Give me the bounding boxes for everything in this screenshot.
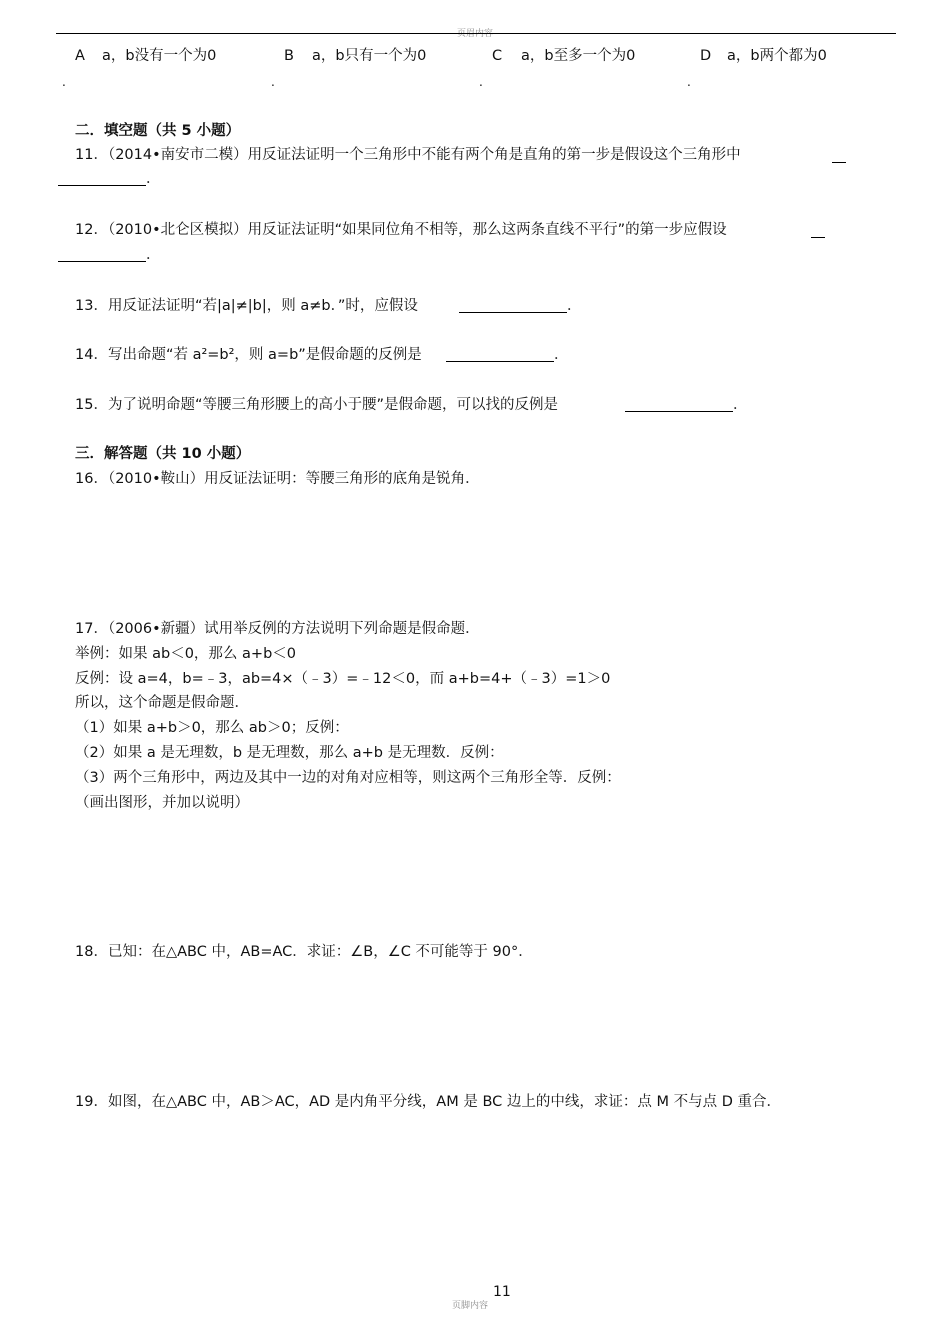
q11-end: ． (146, 171, 161, 187)
choice-c-text: a，b至多一个为0 (521, 48, 636, 64)
choice-d-text: a，b两个都为0 (727, 48, 827, 64)
question-16: 16．（2010•鞍山）用反证法证明：等腰三角形的底角是锐角． (75, 471, 480, 487)
q17-line: 反例：设 a=4，b=﹣3，ab=4×（﹣3）=﹣12＜0，而 a+b=4+（﹣3）=1＞0 (75, 671, 611, 687)
q13-text: 13．用反证法证明“若|a|≠|b|，则 a≠b．”时，应假设 (75, 298, 418, 314)
q17-line: 所以，这个命题是假命题． (75, 695, 249, 711)
q11-blank-end (832, 162, 846, 163)
q17-line: （2）如果 a 是无理数，b 是无理数，那么 a+b 是无理数．反例： (75, 745, 504, 761)
choice-b-dot: . (271, 75, 275, 89)
q15-answer-blank (625, 411, 733, 412)
q17-line: 17．（2006•新疆）试用举反例的方法说明下列命题是假命题． (75, 621, 480, 637)
q13-answer-blank (459, 312, 567, 313)
choice-a-text: a，b没有一个为0 (102, 48, 217, 64)
choice-b-text: a，b只有一个为0 (312, 48, 427, 64)
page-number: 11 (493, 1284, 511, 1300)
q17-line: （画出图形，并加以说明） (75, 795, 249, 811)
q11-text: 11．（2014•南安市二模）用反证法证明一个三角形中不能有两个角是直角的第一步是假设这个三角形中 (75, 147, 741, 163)
q12-end: ． (146, 247, 161, 263)
q17-line: 举例：如果 ab＜0，那么 a+b＜0 (75, 646, 296, 662)
q12-answer-blank (58, 261, 146, 262)
q15-end: ． (733, 397, 748, 413)
choice-c-letter: C (492, 48, 503, 64)
choice-d-dot: . (687, 75, 691, 89)
choice-d-letter: D (700, 48, 712, 64)
page-header: 页眉内容 (456, 29, 493, 39)
q15-text: 15．为了说明命题“等腰三角形腰上的高小于腰”是假命题，可以找的反例是 (75, 397, 558, 413)
q17-line: （3）两个三角形中，两边及其中一边的对角对应相等，则这两个三角形全等．反例： (75, 770, 621, 786)
choice-a-dot: . (62, 75, 66, 89)
section-3-title: 三．解答题（共 10 小题） (75, 446, 251, 462)
choice-b-letter: B (284, 48, 294, 64)
page-footer: 页脚内容 (452, 1301, 489, 1311)
question-19: 19．如图，在△ABC 中，AB＞AC，AD 是内角平分线，AM 是 BC 边上的中线，求证：点 M 不与点 D 重合． (75, 1094, 781, 1110)
q12-blank-end (811, 237, 825, 238)
q11-answer-blank (58, 185, 146, 186)
q17-line: （1）如果 a+b＞0，那么 ab＞0；反例： (75, 720, 349, 736)
header-rule (56, 33, 896, 34)
q14-text: 14．写出命题“若 a²=b²，则 a=b”是假命题的反例是 (75, 347, 422, 363)
q14-answer-blank (446, 361, 554, 362)
section-2-title: 二．填空题（共 5 小题） (75, 123, 241, 139)
question-18: 18．已知：在△ABC 中，AB=AC．求证：∠B，∠C 不可能等于 90°． (75, 944, 533, 960)
q12-text: 12．（2010•北仑区模拟）用反证法证明“如果同位角不相等，那么这两条直线不平行”的第一步应假设 (75, 222, 727, 238)
q14-end: ． (554, 347, 569, 363)
q13-end: ． (567, 298, 582, 314)
choice-a-letter: A (75, 48, 85, 64)
choice-c-dot: . (479, 75, 483, 89)
